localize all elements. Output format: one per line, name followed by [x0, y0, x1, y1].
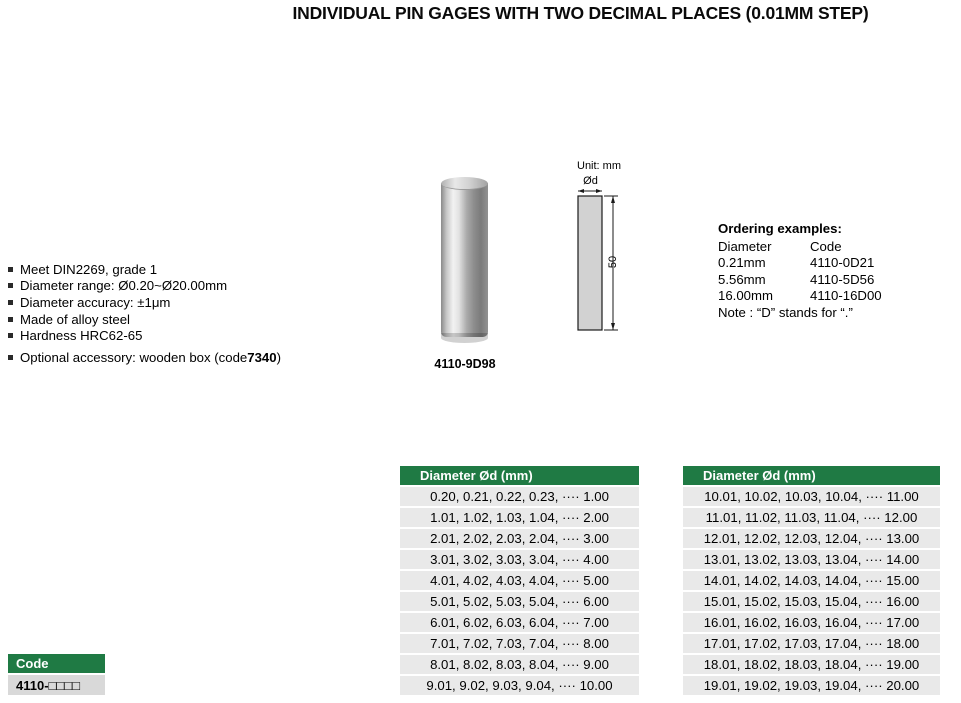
table-header: Diameter Ød (mm) — [400, 466, 639, 485]
ordering-examples — [718, 221, 948, 322]
product-model-label: 4110-9D98 — [434, 357, 496, 371]
feature-item: Diameter accuracy: ±1μm — [8, 294, 281, 311]
feature-item: Made of alloy steel — [8, 311, 281, 328]
pin-outline-rect — [578, 196, 602, 330]
ordering-title: Ordering examples: — [718, 221, 842, 236]
table-row: 15.01, 15.02, 15.03, 15.04, ···· 16.00 — [683, 592, 940, 611]
diameter-table-2 — [683, 466, 940, 697]
table-header: Diameter Ød (mm) — [683, 466, 940, 485]
diameter-table-1 — [400, 466, 639, 697]
table-row: 0.20, 0.21, 0.22, 0.23, ···· 1.00 — [400, 487, 639, 506]
ordering-code: 4110-16D00 — [810, 288, 882, 304]
feature-item-optional — [8, 349, 281, 366]
pin-bottom-shade — [441, 333, 488, 343]
table-row: 19.01, 19.02, 19.03, 19.04, ···· 20.00 — [683, 676, 940, 695]
drawing-unit-label: Unit: mm — [577, 160, 621, 172]
length-arrow-bottom — [611, 323, 615, 330]
table-row: 8.01, 8.02, 8.03, 8.04, ···· 9.00 — [400, 655, 639, 674]
ordering-code: 4110-0D21 — [810, 255, 875, 271]
code-block-header: Code — [8, 654, 105, 673]
ordering-diameter: 5.56mm — [718, 271, 766, 287]
page-title: INDIVIDUAL PIN GAGES WITH TWO DECIMAL PLACES (0.01MM STEP) — [292, 3, 869, 23]
drawing-diameter-label: Ød — [583, 175, 598, 187]
table-row: 5.01, 5.02, 5.03, 5.04, ···· 6.00 — [400, 592, 639, 611]
pin-gage-photo — [441, 177, 488, 343]
code-block-value: 4110-□□□□ — [8, 675, 105, 695]
pin-body — [441, 183, 488, 337]
table-row: 10.01, 10.02, 10.03, 10.04, ···· 11.00 — [683, 487, 940, 506]
pin-top-face — [441, 177, 488, 190]
ordering-diameter: 0.21mm — [718, 255, 766, 271]
feature-list — [8, 261, 281, 366]
table-row: 17.01, 17.02, 17.03, 17.04, ···· 18.00 — [683, 634, 940, 653]
feature-optional-suffix: ) — [276, 349, 281, 365]
table-row: 2.01, 2.02, 2.03, 2.04, ···· 3.00 — [400, 529, 639, 548]
feature-item: Meet DIN2269, grade 1 — [8, 261, 281, 278]
pin-technical-drawing — [565, 188, 635, 340]
ordering-header-row — [718, 238, 948, 255]
ordering-code: 4110-5D56 — [810, 271, 875, 287]
ordering-row — [718, 288, 948, 305]
feature-item: Hardness HRC62-65 — [8, 327, 281, 344]
table-row: 1.01, 1.02, 1.03, 1.04, ···· 2.00 — [400, 508, 639, 527]
ordering-col-diameter: Diameter — [718, 238, 772, 254]
ordering-col-code: Code — [810, 238, 842, 254]
table-rows — [683, 487, 940, 695]
feature-item: Diameter range: Ø0.20~Ø20.00mm — [8, 278, 281, 295]
ordering-diameter: 16.00mm — [718, 288, 773, 304]
feature-items — [8, 261, 281, 344]
table-row: 6.01, 6.02, 6.03, 6.04, ···· 7.00 — [400, 613, 639, 632]
table-row: 4.01, 4.02, 4.03, 4.04, ···· 5.00 — [400, 571, 639, 590]
table-row: 3.01, 3.02, 3.03, 3.04, ···· 4.00 — [400, 550, 639, 569]
table-row: 14.01, 14.02, 14.03, 14.04, ···· 15.00 — [683, 571, 940, 590]
diameter-arrow-left — [578, 189, 584, 193]
diameter-arrow-right — [596, 189, 602, 193]
length-arrow-top — [611, 196, 615, 203]
feature-optional-prefix: Optional accessory: wooden box (code — [20, 349, 248, 365]
ordering-note: Note : “D” stands for “.” — [718, 305, 853, 320]
table-row: 12.01, 12.02, 12.03, 12.04, ···· 13.00 — [683, 529, 940, 548]
feature-optional-code: 7340 — [247, 349, 277, 365]
table-row: 13.01, 13.02, 13.03, 13.04, ···· 14.00 — [683, 550, 940, 569]
ordering-row — [718, 255, 948, 272]
table-row: 18.01, 18.02, 18.03, 18.04, ···· 19.00 — [683, 655, 940, 674]
table-row: 9.01, 9.02, 9.03, 9.04, ···· 10.00 — [400, 676, 639, 695]
table-row: 16.01, 16.02, 16.03, 16.04, ···· 17.00 — [683, 613, 940, 632]
drawing-length-label: 50 — [607, 255, 620, 269]
ordering-row — [718, 271, 948, 288]
table-row: 11.01, 11.02, 11.03, 11.04, ···· 12.00 — [683, 508, 940, 527]
table-row: 7.01, 7.02, 7.03, 7.04, ···· 8.00 — [400, 634, 639, 653]
table-rows — [400, 487, 639, 695]
